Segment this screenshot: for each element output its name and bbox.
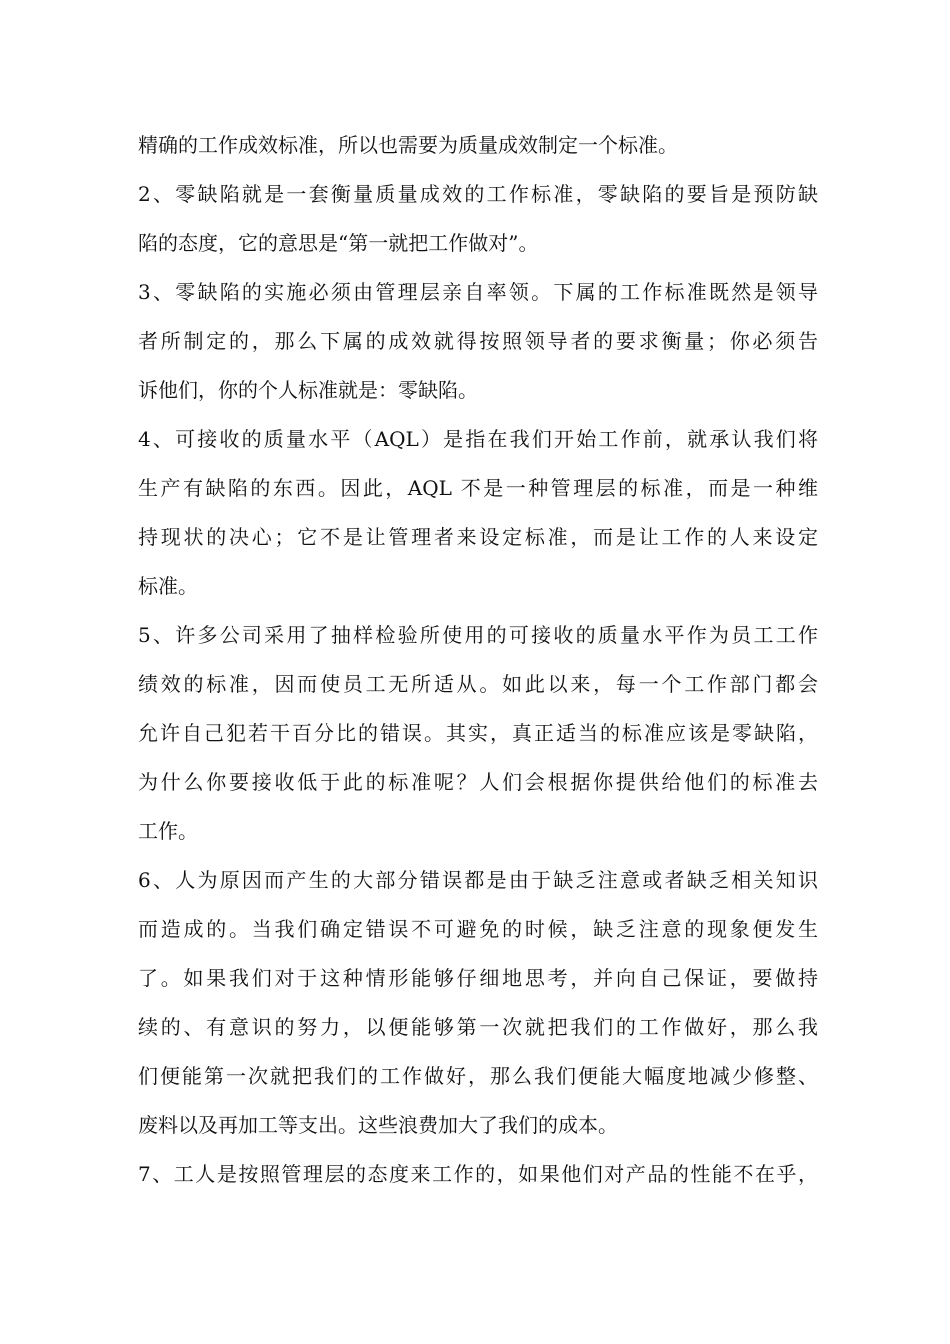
text-line: 陷的态度，它的意思是“第一就把工作做对”。 — [138, 231, 539, 255]
text-line: 续的、有意识的努力，以便能够第一次就把我们的工作做好，那么我 — [138, 1015, 818, 1039]
text-line: 生产有缺陷的东西。因此，AQL 不是一种管理层的标准，而是一种维 — [138, 476, 818, 500]
text-line: 6、人为原因而产生的大部分错误都是由于缺乏注意或者缺乏相关知识 — [138, 868, 818, 892]
text-line: 们便能第一次就把我们的工作做好，那么我们便能大幅度地减少修整、 — [138, 1064, 818, 1088]
text-line: 持现状的决心；它不是让管理者来设定标准，而是让工作的人来设定 — [138, 525, 818, 549]
text-line: 7、工人是按照管理层的态度来工作的，如果他们对产品的性能不在乎， — [138, 1162, 818, 1186]
text-line: 精确的工作成效标准，所以也需要为质量成效制定一个标准。 — [138, 133, 678, 157]
document-body — [138, 121, 818, 1199]
text-line: 5、许多公司采用了抽样检验所使用的可接收的质量水平作为员工工作 — [138, 623, 818, 647]
text-line: 标准。 — [138, 574, 198, 598]
text-line: 工作。 — [138, 819, 198, 843]
text-line: 3、零缺陷的实施必须由管理层亲自率领。下属的工作标准既然是领导 — [138, 280, 818, 304]
text-line: 4、可接收的质量水平（AQL）是指在我们开始工作前，就承认我们将 — [138, 427, 818, 451]
text-line: 允许自己犯若干百分比的错误。其实，真正适当的标准应该是零缺陷， — [138, 721, 818, 745]
text-line: 为什么你要接收低于此的标准呢？人们会根据你提供给他们的标准去 — [138, 770, 818, 794]
text-line: 绩效的标准，因而使员工无所适从。如此以来，每一个工作部门都会 — [138, 672, 818, 696]
text-line: 废料以及再加工等支出。这些浪费加大了我们的成本。 — [138, 1113, 618, 1137]
text-line: 了。如果我们对于这种情形能够仔细地思考，并向自己保证，要做持 — [138, 966, 818, 990]
text-line: 而造成的。当我们确定错误不可避免的时候，缺乏注意的现象便发生 — [138, 917, 818, 941]
text-line: 诉他们，你的个人标准就是：零缺陷。 — [138, 378, 478, 402]
text-line: 者所制定的，那么下属的成效就得按照领导者的要求衡量；你必须告 — [138, 329, 818, 353]
text-line: 2、零缺陷就是一套衡量质量成效的工作标准，零缺陷的要旨是预防缺 — [138, 182, 818, 206]
